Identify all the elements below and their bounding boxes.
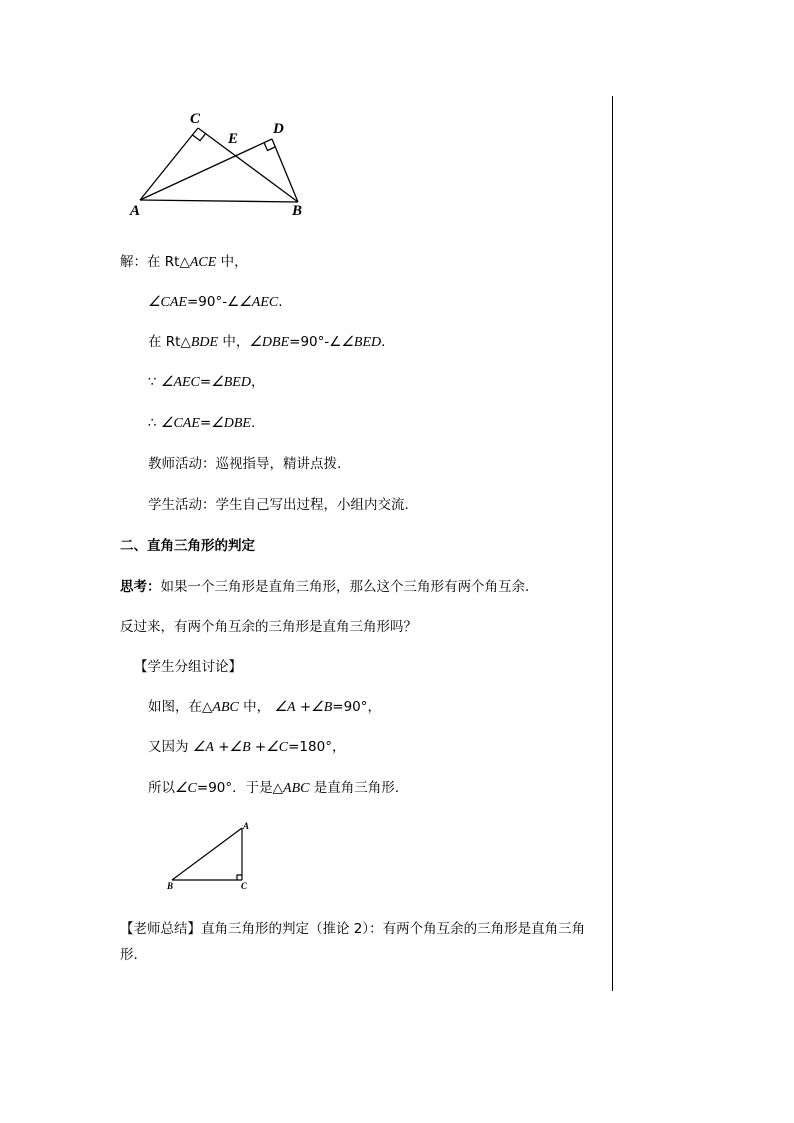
segment-ac: [140, 128, 198, 200]
figure-right-triangle-abc: [160, 818, 260, 898]
section-heading: 二、直角三角形的判定: [120, 538, 255, 554]
reverse-question: 反过来，有两个角互余的三角形是直角三角形吗？: [120, 619, 417, 635]
group-discussion: 【学生分组讨论】: [134, 659, 242, 675]
teacher-activity: 教师活动：巡视指导，精讲点拨.: [148, 456, 342, 472]
solution-line-4: ∵ ∠AEC=∠BED，: [148, 374, 265, 390]
label-d: D: [273, 121, 284, 137]
teacher-summary-line-2: 形.: [120, 947, 138, 963]
label-a: A: [130, 203, 141, 219]
label-c: C: [241, 881, 248, 891]
solution-line-1: 解：在 Rt△ACE 中，: [120, 254, 248, 270]
right-angle-mark-c: [237, 875, 242, 880]
solution-line-3: 在 Rt△BDE 中，∠DBE=90°-∠∠BED.: [148, 334, 386, 350]
figure-triangles-acb-adb: [120, 105, 320, 225]
discussion-line-2: 又因为 ∠A +∠B +∠C=180°，: [148, 739, 346, 755]
segment-ad: [140, 139, 272, 200]
label-b: B: [167, 881, 174, 891]
right-angle-mark-c: [193, 134, 206, 141]
segment-ab: [140, 200, 298, 202]
teacher-summary-line-1: 【老师总结】直角三角形的判定（推论 2）：有两个角互余的三角形是直角三角: [120, 921, 586, 937]
solution-line-5: ∴ ∠CAE=∠DBE.: [148, 415, 256, 431]
label-c: C: [190, 111, 201, 127]
page-border-line: [612, 96, 613, 991]
think-paragraph: 思考：如果一个三角形是直角三角形，那么这个三角形有两个角互余.: [120, 579, 530, 595]
student-activity: 学生活动：学生自己写出过程，小组内交流.: [148, 497, 409, 513]
label-b: B: [292, 203, 303, 219]
discussion-line-1: 如图，在△ABC 中， ∠A +∠B=90°，: [148, 699, 382, 715]
label-a: A: [243, 821, 250, 831]
segment-ab: [172, 828, 242, 880]
label-e: E: [228, 131, 239, 147]
solution-line-2: ∠CAE=90°-∠∠AEC.: [148, 294, 283, 310]
discussion-line-3: 所以∠C=90°．于是△ABC 是直角三角形.: [148, 780, 400, 796]
